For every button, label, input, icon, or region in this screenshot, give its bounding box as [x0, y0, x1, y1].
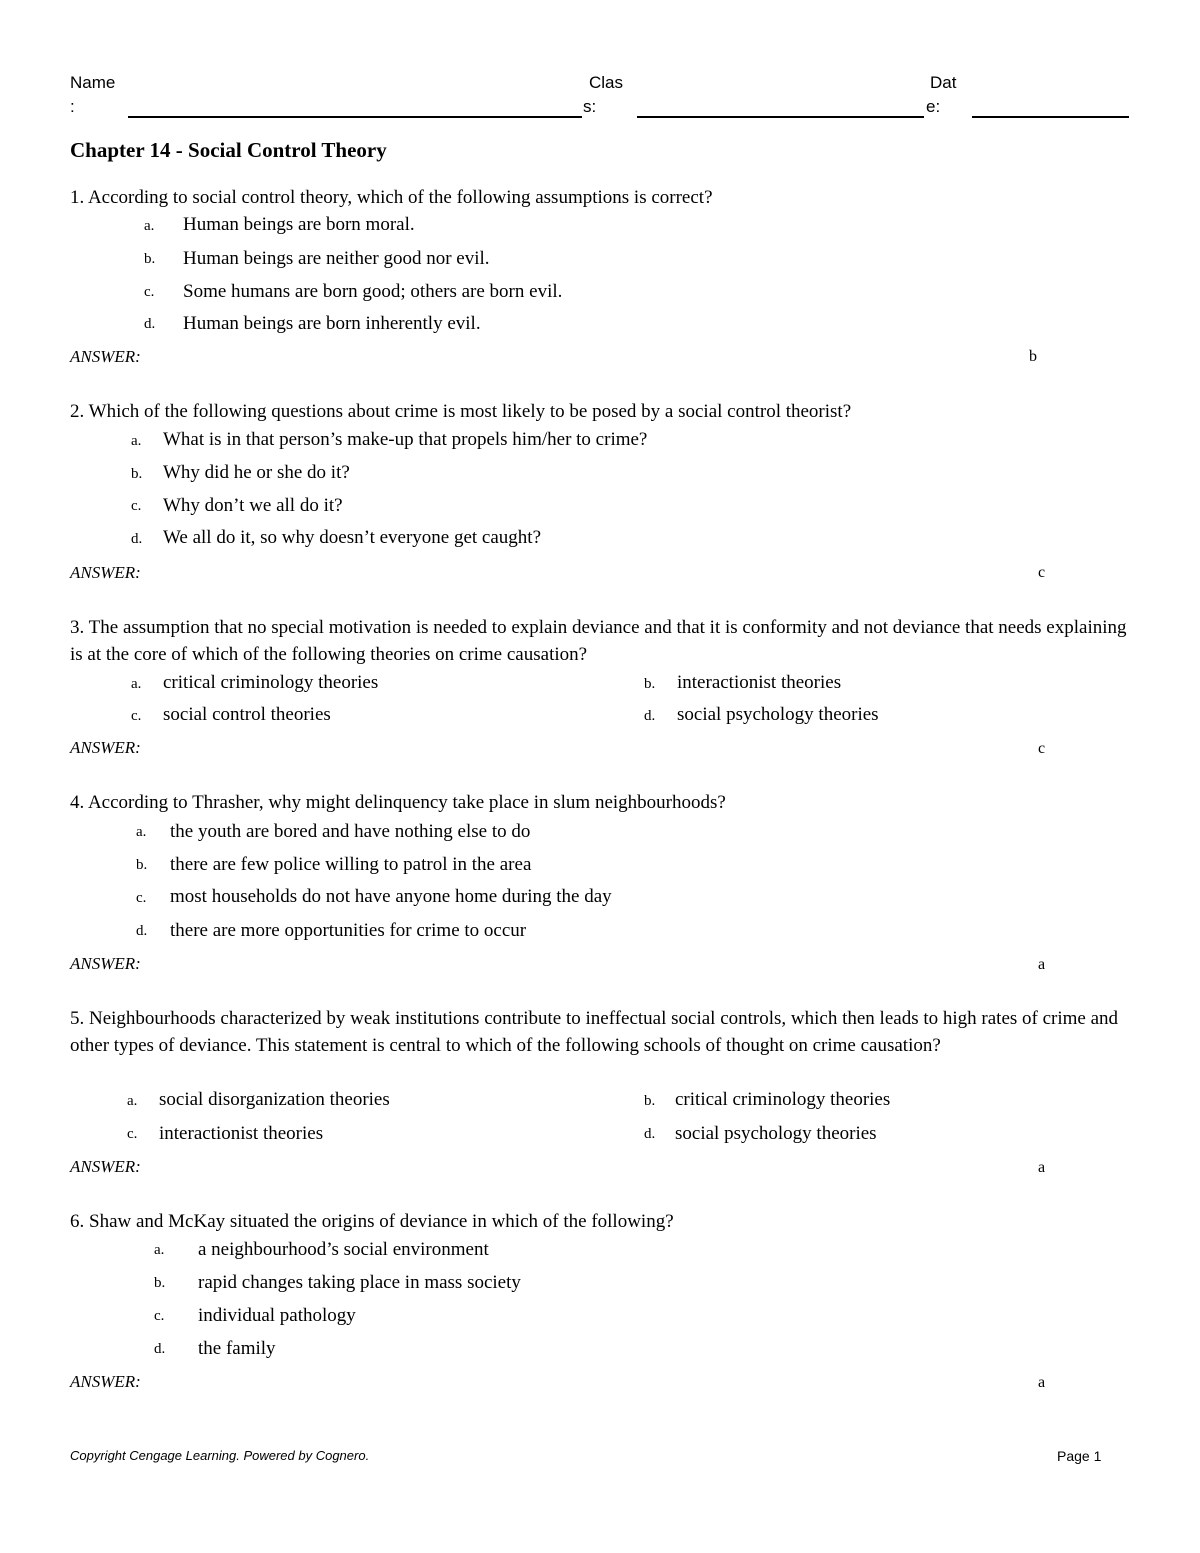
answer-label: ANSWER: [70, 347, 141, 366]
date-label: Dat [930, 73, 957, 92]
option-text: there are more opportunities for crime to occur [170, 920, 527, 941]
option-text: Human beings are born inherently evil. [183, 313, 481, 334]
answer-value: c [1038, 564, 1046, 581]
name-label-colon: : [70, 97, 75, 116]
option-text: there are few police willing to patrol in the area [170, 854, 532, 875]
option-text: the family [198, 1338, 276, 1359]
option-letter: d. [644, 708, 656, 724]
option-letter: a. [144, 218, 155, 234]
class-label-suffix: s: [583, 97, 597, 116]
option-letter: c. [127, 1126, 138, 1142]
option-letter: d. [131, 531, 143, 547]
option-letter: d. [644, 1126, 656, 1142]
answer-label: ANSWER: [70, 738, 141, 757]
name-field[interactable] [128, 116, 582, 118]
option-letter: c. [131, 498, 142, 514]
answer-value: a [1038, 1374, 1046, 1391]
answer-label: ANSWER: [70, 1157, 141, 1176]
option-text: social disorganization theories [159, 1089, 390, 1110]
option-text: We all do it, so why doesn’t everyone get caught? [163, 527, 542, 548]
option-text: interactionist theories [677, 672, 842, 693]
option-text: Why don’t we all do it? [163, 495, 343, 516]
answer-label: ANSWER: [70, 1372, 141, 1391]
option-letter: b. [136, 857, 148, 873]
option-text: social psychology theories [675, 1123, 877, 1144]
option-letter: c. [144, 284, 155, 300]
option-letter: b. [154, 1275, 166, 1291]
option-letter: d. [154, 1341, 166, 1357]
question-stem: 2. Which of the following questions about crime is most likely to be posed by a social control theorist? [70, 401, 852, 422]
option-letter: c. [154, 1308, 165, 1324]
option-letter: b. [131, 466, 143, 482]
option-text: social control theories [163, 704, 331, 725]
question-stem: 3. The assumption that no special motivation is needed to explain deviance and that it is conformity and not deviance that needs explaining is at the core of which of the following theories on crime causation? [70, 617, 1127, 665]
option-letter: a. [131, 433, 142, 449]
page-number: Page 1 [1057, 1448, 1102, 1464]
option-text: What is in that person’s make-up that propels him/her to crime? [163, 429, 648, 450]
name-label: Name [70, 73, 116, 92]
date-field[interactable] [972, 116, 1129, 118]
option-text: most households do not have anyone home during the day [170, 886, 612, 907]
option-letter: d. [144, 316, 156, 332]
page-title: Chapter 14 - Social Control Theory [70, 138, 387, 162]
answer-value: a [1038, 1159, 1046, 1176]
option-letter: c. [136, 890, 147, 906]
answer-label: ANSWER: [70, 563, 141, 582]
class-field[interactable] [637, 116, 924, 118]
option-letter: b. [644, 1093, 656, 1109]
class-label: Clas [589, 73, 624, 92]
option-letter: b. [644, 676, 656, 692]
question-stem: 6. Shaw and McKay situated the origins of deviance in which of the following? [70, 1211, 674, 1232]
option-letter: d. [136, 923, 148, 939]
option-text: the youth are bored and have nothing else to do [170, 821, 531, 842]
option-text: Some humans are born good; others are born evil. [183, 281, 563, 302]
answer-label: ANSWER: [70, 954, 141, 973]
date-label-suffix: e: [926, 97, 941, 116]
answer-value: c [1038, 740, 1046, 757]
option-letter: a. [154, 1242, 165, 1258]
option-text: rapid changes taking place in mass society [198, 1272, 521, 1293]
option-letter: b. [144, 251, 156, 267]
copyright-notice: Copyright Cengage Learning. Powered by Cognero. [70, 1448, 370, 1463]
option-text: interactionist theories [159, 1123, 324, 1144]
option-text: critical criminology theories [163, 672, 379, 693]
option-text: critical criminology theories [675, 1089, 891, 1110]
option-letter: a. [136, 824, 147, 840]
answer-value: b [1029, 348, 1037, 365]
question-stem: 5. Neighbourhoods characterized by weak institutions contribute to ineffectual social controls, which then leads to high rates of crime and other types of deviance. This statement is central to which of the following schools of thought on crime causation? [70, 1008, 1119, 1056]
answer-value: a [1038, 956, 1046, 973]
option-text: Human beings are born moral. [183, 214, 415, 235]
option-letter: c. [131, 708, 142, 724]
option-letter: a. [131, 676, 142, 692]
option-text: Human beings are neither good nor evil. [183, 248, 490, 269]
option-text: social psychology theories [677, 704, 879, 725]
option-letter: a. [127, 1093, 138, 1109]
option-text: individual pathology [198, 1305, 356, 1326]
option-text: Why did he or she do it? [163, 462, 350, 483]
option-text: a neighbourhood’s social environment [198, 1239, 489, 1260]
question-stem: 1. According to social control theory, which of the following assumptions is correct? [70, 187, 713, 208]
question-stem: 4. According to Thrasher, why might delinquency take place in slum neighbourhoods? [70, 792, 726, 813]
